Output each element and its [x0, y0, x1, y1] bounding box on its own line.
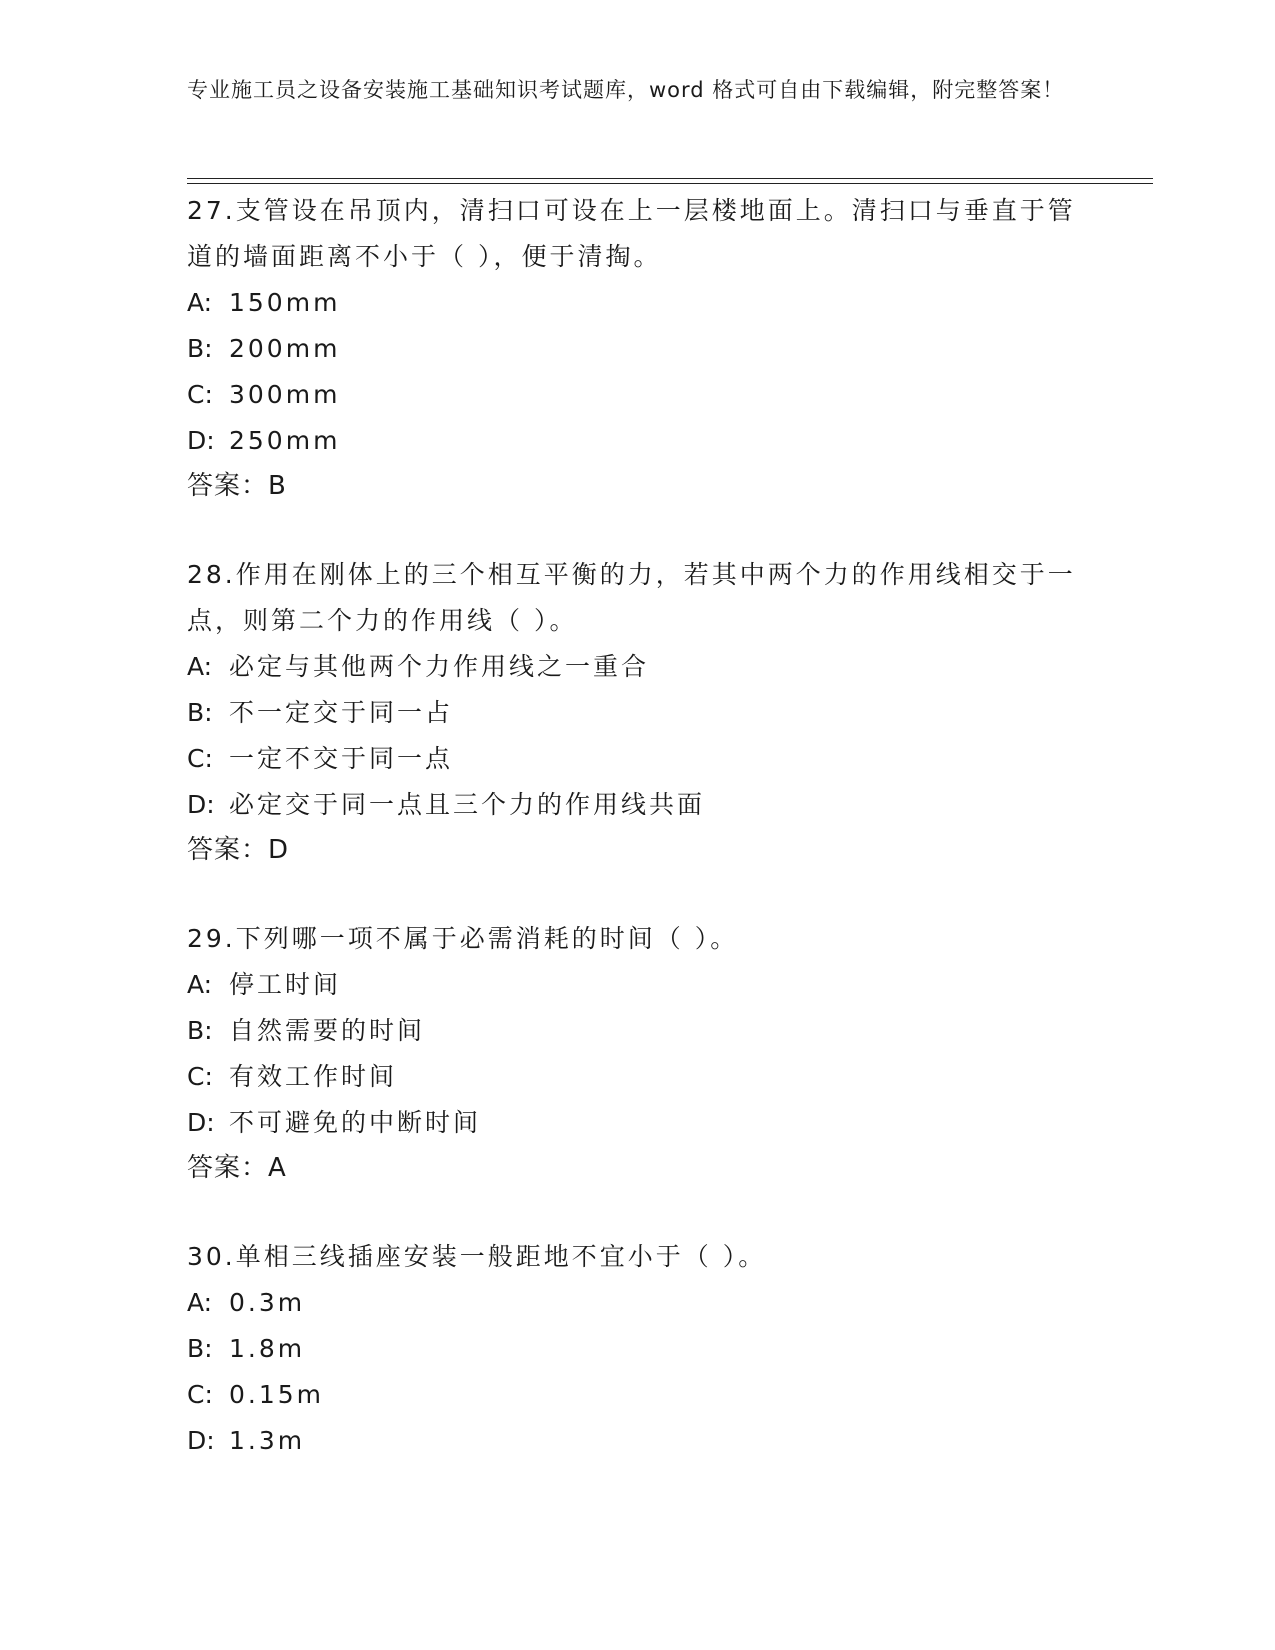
option-letter: D: — [187, 1426, 215, 1455]
option-text: 有效工作时间 — [229, 1062, 398, 1091]
option-letter: A: — [187, 1288, 213, 1317]
question-text: 30.单相三线插座安装一般距地不宜小于（ ）。 — [187, 1242, 767, 1271]
option-letter: D: — [187, 790, 215, 819]
option-text: 自然需要的时间 — [229, 1016, 426, 1045]
option-c — [187, 1372, 1077, 1418]
option-text: 0.3m — [229, 1288, 306, 1317]
option-text: 不一定交于同一占 — [229, 698, 454, 727]
option-letter: B: — [187, 1334, 213, 1363]
option-letter: B: — [187, 1016, 213, 1045]
option-b — [187, 326, 1077, 372]
question-text: 28.作用在刚体上的三个相互平衡的力，若其中两个力的作用线相交于一点，则第二个力的作用线（ ）。 — [187, 560, 1076, 635]
option-text: 300mm — [229, 380, 341, 409]
answer-line: 答案：D — [187, 835, 290, 865]
question-list — [187, 188, 1077, 1464]
option-a — [187, 280, 1077, 326]
option-a — [187, 1280, 1077, 1326]
question-30 — [187, 1234, 1077, 1464]
option-b — [187, 1326, 1077, 1372]
option-text: 150mm — [229, 288, 341, 317]
question-29 — [187, 916, 1077, 1234]
option-text: 1.8m — [229, 1334, 306, 1363]
option-letter: D: — [187, 1108, 215, 1137]
option-c — [187, 372, 1077, 418]
question-28 — [187, 552, 1077, 916]
option-text: 200mm — [229, 334, 341, 363]
option-text: 1.3m — [229, 1426, 306, 1455]
option-d — [187, 1100, 1077, 1146]
option-letter: C: — [187, 1380, 213, 1409]
question-spacer — [187, 872, 1077, 916]
option-text: 250mm — [229, 426, 341, 455]
option-letter: B: — [187, 698, 213, 727]
answer-line: 答案：B — [187, 471, 287, 501]
option-c — [187, 1054, 1077, 1100]
option-letter: A: — [187, 652, 213, 681]
option-text: 必定交于同一点且三个力的作用线共面 — [229, 790, 706, 819]
option-a — [187, 644, 1077, 690]
header-rule-bottom — [187, 183, 1153, 184]
option-letter: A: — [187, 288, 213, 317]
option-text: 0.15m — [229, 1380, 325, 1409]
option-letter: C: — [187, 744, 213, 773]
option-text: 不可避免的中断时间 — [229, 1108, 482, 1137]
option-letter: B: — [187, 334, 213, 363]
header-rule-top — [187, 178, 1153, 179]
question-text: 27.支管设在吊顶内，清扫口可设在上一层楼地面上。清扫口与垂直于管道的墙面距离不小于（ ），便于清掏。 — [187, 196, 1076, 271]
option-b — [187, 690, 1077, 736]
document-header: 专业施工员之设备安装施工基础知识考试题库，word 格式可自由下载编辑，附完整答案！ — [187, 78, 1065, 102]
option-letter: C: — [187, 380, 213, 409]
option-d — [187, 1418, 1077, 1464]
option-text: 一定不交于同一点 — [229, 744, 454, 773]
question-spacer — [187, 1190, 1077, 1234]
option-a — [187, 962, 1077, 1008]
option-d — [187, 782, 1077, 828]
option-letter: C: — [187, 1062, 213, 1091]
option-c — [187, 736, 1077, 782]
option-letter: A: — [187, 970, 213, 999]
question-27 — [187, 188, 1077, 552]
option-text: 必定与其他两个力作用线之一重合 — [229, 652, 650, 681]
question-spacer — [187, 508, 1077, 552]
answer-line: 答案：A — [187, 1153, 287, 1183]
option-b — [187, 1008, 1077, 1054]
option-text: 停工时间 — [229, 970, 342, 999]
option-letter: D: — [187, 426, 215, 455]
question-text: 29.下列哪一项不属于必需消耗的时间（ ）。 — [187, 924, 739, 953]
option-d — [187, 418, 1077, 464]
